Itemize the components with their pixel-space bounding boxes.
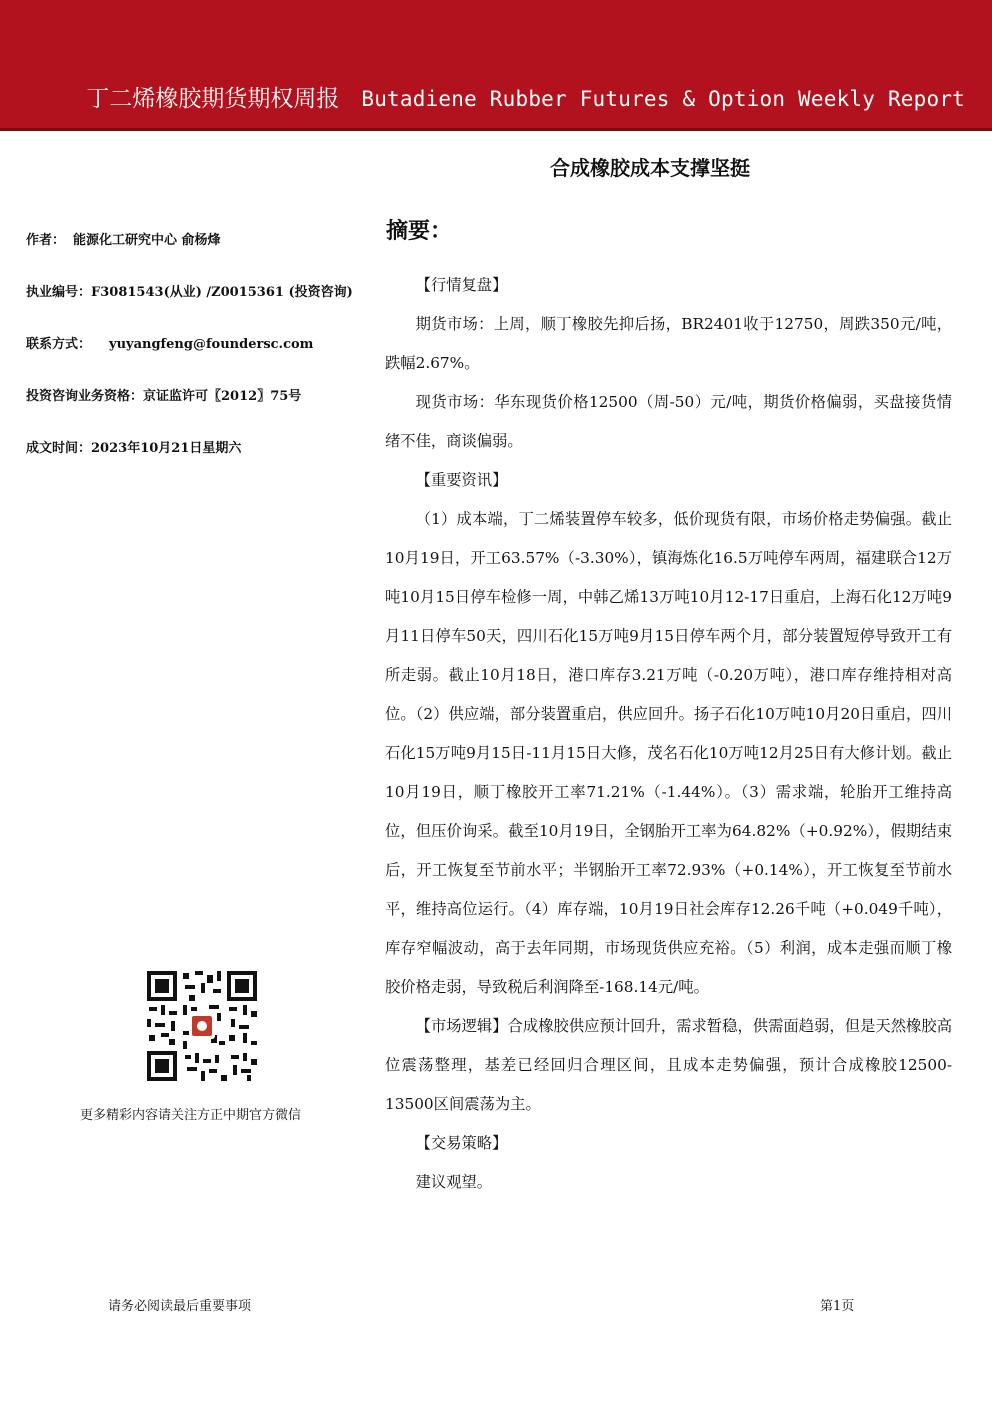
- author-label: 作者：: [26, 233, 66, 248]
- market-review-heading: 【行情复盘】: [415, 276, 508, 294]
- header-title: [86, 84, 965, 114]
- date-label: 成文时间：: [26, 441, 92, 456]
- footer-notice: 请务必阅读最后重要事项: [108, 1299, 252, 1314]
- contact-email[interactable]: yuyangfeng@foundersc.com: [109, 337, 314, 352]
- qualification-label: 投资咨询业务资格：: [26, 389, 144, 404]
- license-label: 执业编号：: [26, 285, 92, 300]
- license-value: F3081543(从业) /Z0015361 (投资咨询): [91, 285, 353, 300]
- contact-row: [26, 335, 356, 387]
- strategy-heading: 【交易策略】: [415, 1134, 508, 1152]
- date-row: [26, 439, 356, 491]
- page-number: 第1页: [820, 1299, 855, 1314]
- qr-code-icon: [147, 971, 257, 1081]
- strategy-paragraph: 建议观望。: [415, 1173, 493, 1191]
- header-title-cn: 丁二烯橡胶期货期权周报: [86, 86, 340, 112]
- spot-market-paragraph: 现货市场：华东现货价格12500（周-50）元/吨，期货价格偏弱，买盘接货情绪不佳，商谈偏弱。: [385, 393, 952, 450]
- key-news-heading: 【重要资讯】: [415, 471, 508, 489]
- date-value: 2023年10月21日星期六: [91, 441, 242, 456]
- author-value: 能源化工研究中心 俞杨烽: [73, 233, 221, 248]
- futures-market-paragraph: 期货市场：上周，顺丁橡胶先抑后扬，BR2401收于12750，周跌350元/吨，跌幅2.67%。: [385, 315, 952, 372]
- qr-caption: 更多精彩内容请关注方正中期官方微信: [80, 1108, 302, 1123]
- qualification-row: [26, 387, 356, 439]
- author-sidebar: [26, 231, 356, 491]
- author-row: [26, 231, 356, 283]
- report-title: 合成橡胶成本支撑坚挺: [550, 156, 750, 180]
- qualification-value: 京证监许可〖2012〗75号: [143, 389, 302, 404]
- key-news-paragraph: （1）成本端，丁二烯装置停车较多，低价现货有限，市场价格走势偏强。截止10月19日，开工63.57%（-3.30%），镇海炼化16.5万吨停车两周，福建联合12万吨10月15日停车检修一周，中韩乙烯13万吨10月12-17日重启，上海石化12万吨9月11日停车50天，四川石化15万吨9月15日停车两个月，部分装置短停导致开工有所走弱。截止10月18日，港口库存3.21万吨（-0.20万吨），港口库存维持相对高位。（2）供应端，部分装置重启，供应回升。扬子石化10万吨10月20日重启，四川石化15万吨9月15日-11月15日大修，茂名石化10万吨12月25日有大修计划。截止10月19日，顺丁橡胶开工率71.21%（-1.44%）。（3）需求端，轮胎开工维持高位，但压价询采。截至10月19日，全钢胎开工率为64.82%（+0.92%），假期结束后，开工恢复至节前水平；半钢胎开工率72.93%（+0.14%），开工恢复至节前水平，维持高位运行。（4）库存端，10月19日社会库存12.26千吨（+0.049千吨），库存窄幅波动，高于去年同期，市场现货供应充裕。（5）利润，成本走强而顺丁橡胶价格走弱，导致税后利润降至-168.14元/吨。: [385, 510, 952, 996]
- contact-label: 联系方式：: [26, 337, 92, 352]
- market-logic-paragraph: 【市场逻辑】合成橡胶供应预计回升，需求暂稳，供需面趋弱，但是天然橡胶高位震荡整理，基差已经回归合理区间，且成本走势偏强，预计合成橡胶12500-13500区间震荡为主。: [385, 1017, 952, 1113]
- summary-body: [385, 266, 952, 1202]
- summary-heading: 摘要：: [386, 219, 453, 244]
- license-row: [26, 283, 356, 335]
- header-title-en: Butadiene Rubber Futures & Option Weekly Report: [361, 87, 965, 111]
- header-divider: [0, 128, 992, 131]
